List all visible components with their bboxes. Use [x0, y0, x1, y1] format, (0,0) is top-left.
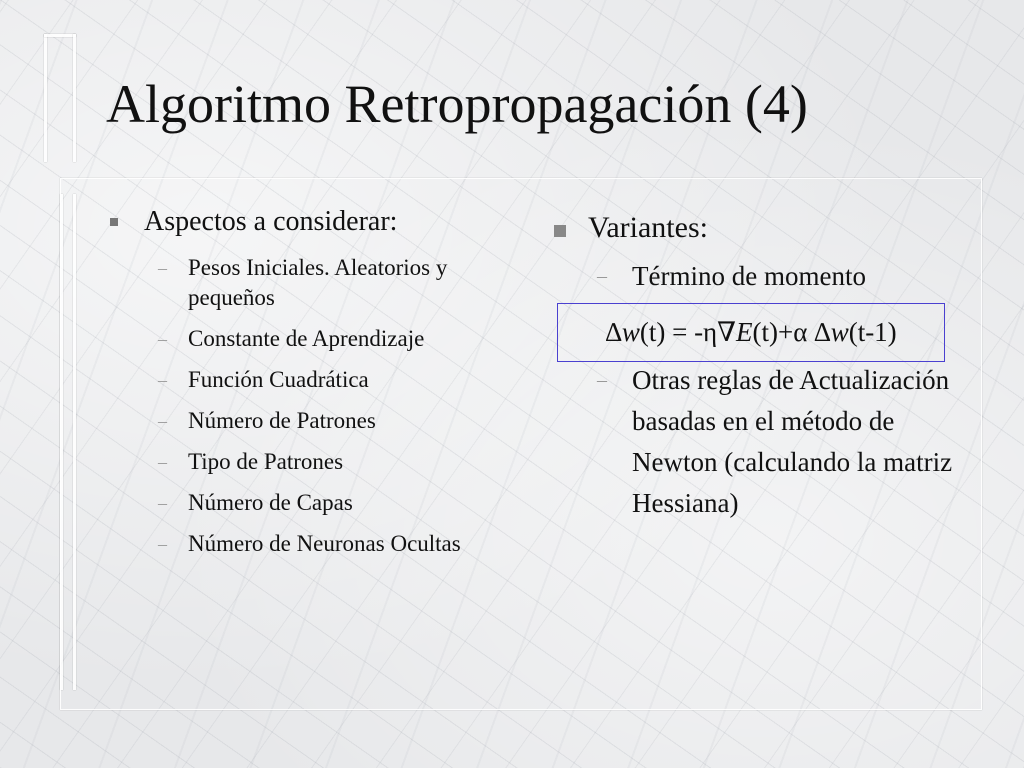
right-column: [552, 210, 962, 297]
left-heading: [108, 205, 518, 239]
frame-line-top-left-horizontal: [44, 34, 76, 37]
list-item: – Número de Patrones: [108, 406, 518, 436]
dash-bullet-icon: –: [597, 265, 607, 287]
frame-line-top-left-vertical: [44, 34, 47, 162]
list-item: – Pesos Iniciales. Aleatorios y pequeños: [158, 255, 448, 310]
square-bullet-icon: [110, 218, 118, 226]
list-item: – Número de Capas: [108, 488, 518, 518]
dash-bullet-icon: –: [158, 534, 167, 554]
slide-title: Algoritmo Retropropagación (4): [106, 74, 808, 134]
list-item: – Tipo de Patrones: [108, 447, 518, 477]
right-list-1: [552, 256, 962, 297]
dash-bullet-icon: –: [597, 369, 607, 391]
frame-line-top-vertical-right: [73, 34, 76, 162]
right-heading-text: Variantes:: [588, 211, 708, 244]
left-list: [108, 253, 518, 559]
dash-bullet-icon: –: [158, 258, 167, 278]
dash-bullet-icon: –: [158, 370, 167, 390]
dash-bullet-icon: –: [158, 452, 167, 472]
right-column-lower: [552, 360, 962, 524]
dash-bullet-icon: –: [158, 329, 167, 349]
left-column: [108, 205, 518, 570]
list-item: – Otras reglas de Actualización basadas en el método de Newton (calculando la matriz Hessiana): [552, 360, 962, 524]
right-heading: [552, 210, 962, 246]
right-list-2: [552, 360, 962, 524]
list-item: – Constante de Aprendizaje: [108, 324, 518, 354]
list-item: – Número de Neuronas Ocultas: [108, 529, 518, 559]
dash-bullet-icon: –: [158, 411, 167, 431]
list-item: – Función Cuadrática: [108, 365, 518, 395]
dash-bullet-icon: –: [158, 493, 167, 513]
square-bullet-icon: [554, 225, 566, 237]
left-heading-text: Aspectos a considerar:: [144, 206, 398, 237]
list-item: – Término de momento: [552, 256, 962, 297]
momentum-formula: ∆w(t) = -η∇E(t)+α ∆w(t-1): [557, 303, 945, 362]
